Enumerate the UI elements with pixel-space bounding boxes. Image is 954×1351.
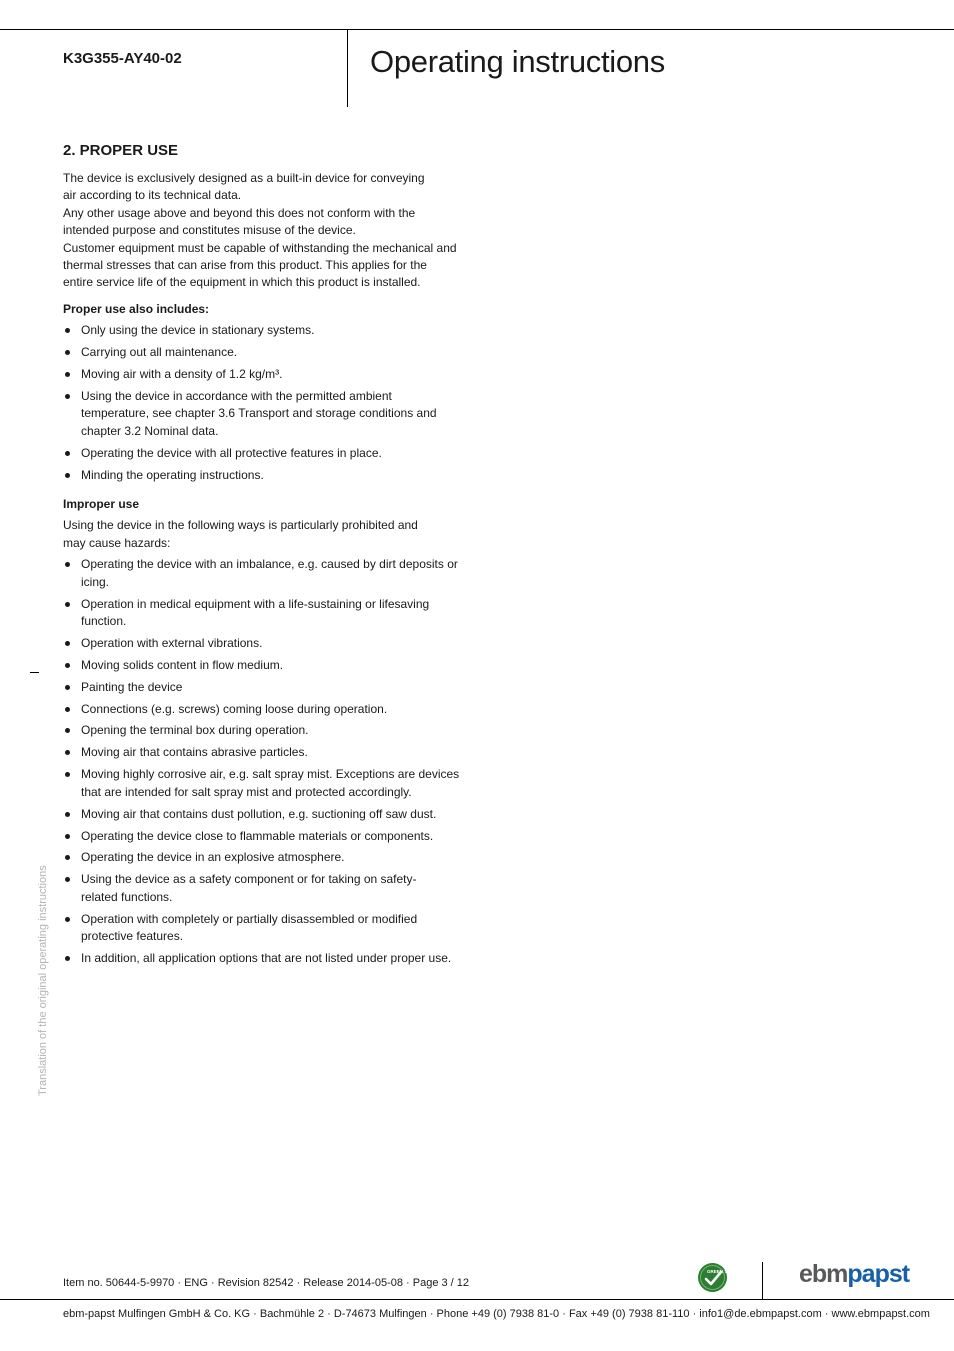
list-item	[63, 950, 481, 967]
bullet-icon	[65, 855, 70, 860]
list-item-text: Moving solids content in flow medium.	[81, 657, 284, 672]
proper-use-heading: Proper use also includes:	[63, 301, 210, 316]
list-item	[63, 344, 463, 361]
bullet-icon	[65, 812, 70, 817]
company-info: ebm-papst Mulfingen GmbH & Co. KG · Bachmühle 2 · D-74673 Mulfingen · Phone +49 (0) 7938 81-0 · Fax +49 (0) 7938 81-110 · info1@de.ebmpapst.com · www.ebmpapst.com	[63, 1308, 930, 1320]
bullet-icon	[65, 641, 70, 646]
bullet-icon	[65, 473, 70, 478]
intro-paragraph-1: The device is exclusively designed as a built-in device for conveying air according to its technical data.	[63, 171, 425, 203]
bullet-icon	[65, 917, 70, 922]
section-heading: 2. PROPER USE	[63, 142, 179, 159]
intro-paragraph-2: Any other usage above and beyond this does not conform with the intended purpose and constitutes misuse of the device.	[63, 205, 416, 238]
list-item-text: Moving air that contains dust pollution, e.g. suctioning off saw dust.	[81, 806, 437, 821]
header-divider	[347, 29, 348, 107]
list-item	[63, 556, 461, 591]
bullet-icon	[65, 663, 70, 668]
header-top-rule	[0, 29, 954, 30]
bullet-icon	[65, 772, 70, 777]
list-item	[63, 635, 463, 652]
list-item-text: Operating the device close to flammable materials or components.	[81, 828, 434, 843]
bullet-icon	[65, 328, 70, 333]
list-item	[63, 657, 463, 674]
bullet-icon	[65, 451, 70, 456]
list-item-text: Connections (e.g. screws) coming loose during operation.	[81, 701, 388, 716]
logo-part-ebm: ebm	[799, 1260, 848, 1288]
improper-use-list	[63, 556, 463, 967]
bullet-icon	[65, 728, 70, 733]
list-item-text: Using the device in accordance with the permitted ambient temperature, see chapter 3.6 Transport and storage conditions and chapter 3.2 Nominal data.	[81, 388, 437, 438]
list-item-text: In addition, all application options that are not listed under proper use.	[81, 950, 452, 965]
list-item	[63, 322, 463, 339]
list-item	[63, 679, 463, 696]
list-item-text: Moving air with a density of 1.2 kg/m³.	[81, 367, 283, 382]
list-item-text: Operation with completely or partially disassembled or modified protective features.	[81, 911, 418, 944]
bullet-icon	[65, 834, 70, 839]
item-info: Item no. 50644-5-9970 · ENG · Revision 82542 · Release 2014-05-08 · Page 3 / 12	[63, 1277, 470, 1289]
model-number: K3G355-AY40-02	[63, 50, 182, 67]
list-item-text: Operating the device with all protective features in place.	[81, 445, 382, 460]
bullet-icon	[65, 685, 70, 690]
list-item-text: Operation with external vibrations.	[81, 635, 263, 650]
bullet-icon	[65, 350, 70, 355]
list-item	[63, 722, 463, 739]
list-item-text: Minding the operating instructions.	[81, 467, 264, 482]
bullet-icon	[65, 602, 70, 607]
list-item-text: Opening the terminal box during operation.	[81, 723, 309, 738]
logo-part-papst: papst	[847, 1260, 910, 1288]
list-item	[63, 806, 463, 823]
logo-separator	[762, 1262, 763, 1300]
bullet-icon	[65, 956, 70, 961]
list-item	[63, 366, 463, 383]
bullet-icon	[65, 750, 70, 755]
page-title: Operating instructions	[370, 44, 665, 79]
list-item	[63, 871, 436, 906]
list-item	[63, 828, 463, 845]
bullet-icon	[65, 562, 70, 567]
improper-use-heading: Improper use	[63, 497, 140, 511]
bullet-icon	[65, 877, 70, 882]
translation-note: Translation of the original operating instructions	[37, 865, 49, 1096]
list-item-text: Moving highly corrosive air, e.g. salt spray mist. Exceptions are devices that are intended for salt spray mist and protected accordingly.	[81, 767, 460, 799]
list-item	[63, 445, 463, 462]
list-item	[63, 388, 441, 440]
bullet-icon	[65, 394, 70, 399]
badge-label: GREEN TECH	[707, 1269, 737, 1274]
margin-marker	[30, 672, 39, 673]
proper-use-list	[63, 322, 463, 484]
footer-rule	[0, 1299, 954, 1300]
list-item-text: Operating the device in an explosive atmosphere.	[81, 850, 345, 865]
intro-paragraph-3: Customer equipment must be capable of withstanding the mechanical and thermal stresses that can arise from this product. This applies for the entire service life of the equipment in which this product is installed.	[63, 240, 457, 290]
bullet-icon	[65, 372, 70, 377]
bullet-icon	[65, 707, 70, 712]
main-content	[63, 141, 463, 972]
list-item	[63, 766, 473, 801]
ebmpapst-logo	[799, 1260, 909, 1289]
list-item-text: Carrying out all maintenance.	[81, 345, 238, 360]
list-item	[63, 911, 441, 946]
list-item-text: Operation in medical equipment with a life-sustaining or lifesaving function.	[81, 596, 430, 628]
green-tech-badge-icon	[697, 1262, 737, 1293]
list-item	[63, 701, 463, 718]
list-item-text: Painting the device	[81, 679, 183, 694]
list-item-text: Moving air that contains abrasive particles.	[81, 745, 308, 760]
list-item	[63, 849, 463, 866]
list-item-text: Only using the device in stationary systems.	[81, 323, 315, 338]
list-item	[63, 596, 446, 631]
list-item-text: Operating the device with an imbalance, e.g. caused by dirt deposits or icing.	[81, 557, 458, 589]
list-item	[63, 744, 463, 761]
list-item	[63, 467, 463, 484]
improper-use-intro: Using the device in the following ways is particularly prohibited and may cause hazards:	[63, 518, 418, 550]
list-item-text: Using the device as a safety component or for taking on safety-related functions.	[81, 872, 417, 904]
